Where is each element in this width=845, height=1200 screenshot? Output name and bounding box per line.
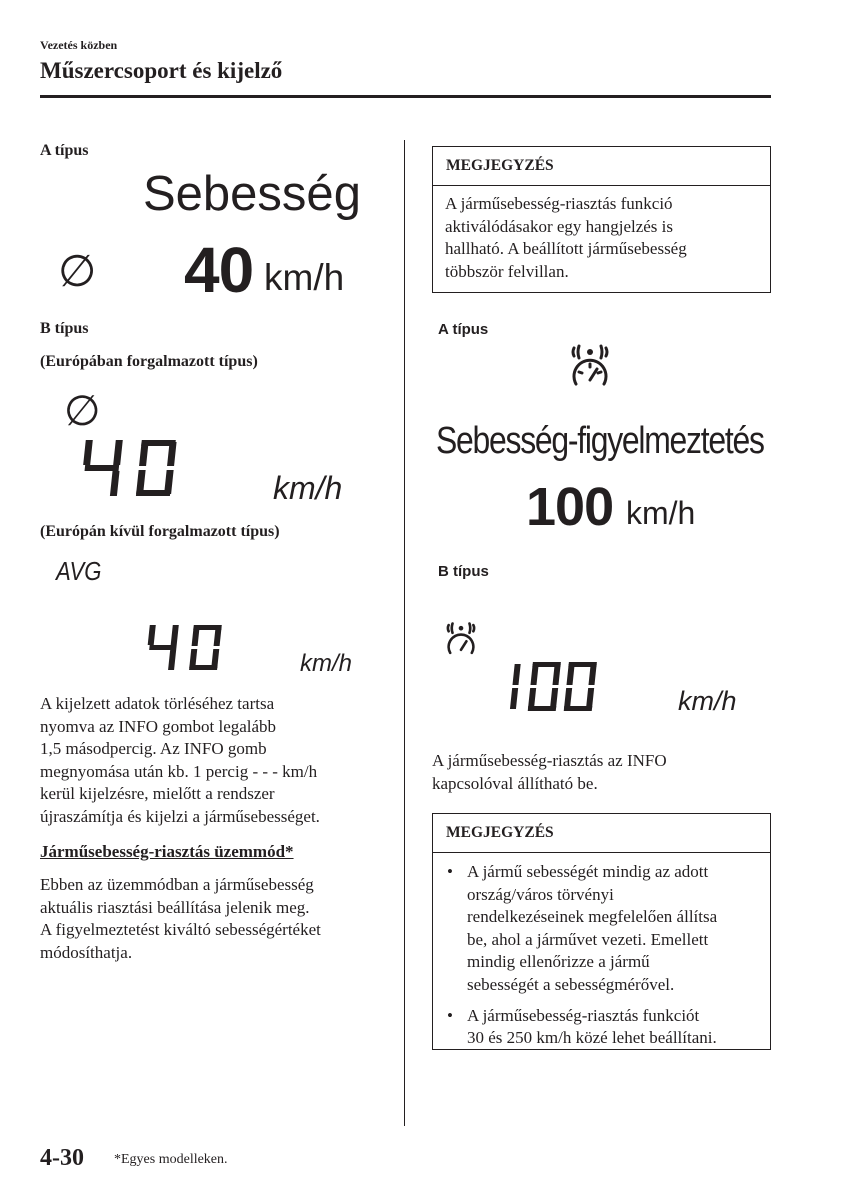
speed-alarm-mode-heading: Járműsebesség-riasztás üzemmód* — [40, 842, 294, 861]
non-europe-type-label: (Európán kívül forgalmazott típus) — [40, 523, 280, 540]
text-line: A kijelzett adatok törléséhez tartsa — [40, 694, 275, 713]
speed-alarm-mode-paragraph — [40, 874, 400, 964]
text-line: A járműsebesség-riasztás funkciót — [467, 1005, 700, 1025]
alarm-segment-speed-unit: km/h — [678, 686, 737, 716]
display-speed-unit: km/h — [264, 257, 345, 298]
segment — [148, 625, 156, 645]
segment — [110, 471, 120, 496]
segment-display-40 — [146, 623, 228, 671]
text-line: 1,5 másodpercig. Az INFO gomb — [40, 739, 267, 759]
display-sebesseg-word: Sebesség — [143, 167, 361, 221]
non-europe-speed-unit: km/h — [300, 650, 353, 677]
text-line: megnyomása után kb. 1 percig - - - km/h — [40, 761, 318, 781]
text-line: A járműsebesség-riasztás az INFO — [432, 751, 667, 770]
segment — [139, 442, 149, 466]
segment — [564, 706, 593, 711]
text-line: ország/város törvényi — [467, 884, 614, 904]
type-a-label: A típus — [40, 142, 89, 159]
note-bullet-list — [433, 853, 770, 1050]
footnote: *Egyes modelleken. — [114, 1152, 228, 1167]
text-line: A figyelmeztetést kiváltó sebességértéket — [40, 920, 321, 940]
segment-display-100 — [505, 661, 603, 713]
text-line: többször felvillan. — [445, 261, 569, 281]
speed-alarm-icon — [444, 620, 478, 658]
text-line: mindig ellenőrizze a jármű — [467, 952, 650, 972]
display-speed-warning-word: Sebesség-figyelmeztetés — [436, 420, 764, 462]
segment — [566, 664, 574, 685]
text-line: be, ahol a járművet vezeti. Emellett — [467, 929, 709, 949]
display-alarm-speed-value: 100 — [526, 477, 614, 537]
type-b-label: B típus — [40, 320, 89, 337]
avg-indicator: AVG — [56, 556, 102, 586]
section-label: Vezetés közben — [40, 38, 118, 52]
segment — [83, 440, 93, 465]
bullet: • — [447, 1005, 453, 1025]
column-divider — [404, 140, 405, 1126]
note-box — [432, 146, 771, 293]
europe-speed-unit: km/h — [273, 470, 343, 506]
type-b-label: B típus — [438, 563, 489, 580]
text-line: sebességét a sebességmérővel. — [467, 974, 675, 994]
list-item — [445, 1005, 758, 1050]
segment — [192, 627, 200, 646]
text-line: hallható. A beállított járműsebesség — [445, 239, 687, 259]
segment — [550, 688, 558, 709]
segment-display-40 — [82, 438, 186, 498]
speed-alarm-icon — [568, 342, 612, 390]
segment — [189, 665, 218, 670]
text-line: Ebben az üzemmódban a járműsebesség — [40, 875, 314, 894]
text-line: rendelkezéseinek megfelelően állítsa — [467, 907, 718, 927]
page-title: Műszercsoport és kijelző — [40, 58, 283, 83]
segment — [512, 664, 520, 685]
reset-instructions-paragraph — [40, 693, 400, 829]
segment — [171, 625, 179, 645]
text-line: kerül kijelzésre, mielőtt a rendszer — [40, 784, 275, 804]
bullet: • — [447, 862, 453, 881]
segment — [168, 650, 176, 670]
note-box — [432, 813, 771, 1050]
text-line: aktiválódásakor egy hangjelzés is — [445, 216, 674, 236]
page-number: 4-30 — [40, 1145, 84, 1171]
text-line: módosíthatja. — [40, 942, 133, 962]
average-symbol-icon: ∅ — [64, 386, 101, 435]
display-speed-value: 40 — [184, 234, 254, 306]
text-line: nyomva az INFO gombot legalább — [40, 716, 277, 736]
segment — [552, 664, 560, 685]
title-divider — [40, 95, 771, 98]
segment — [510, 688, 518, 709]
text-line: A járműsebesség-riasztás funkció — [445, 194, 673, 213]
segment — [528, 688, 536, 709]
segment — [528, 706, 557, 711]
text-line: újraszámítja és kijelzi a járműsebességet. — [40, 806, 320, 826]
note-text — [433, 186, 770, 283]
text-line: aktuális riasztási beállítása jelenik meg. — [40, 897, 310, 917]
europe-type-label: (Európában forgalmazott típus) — [40, 353, 258, 370]
segment — [588, 664, 596, 685]
note-heading: MEGJEGYZÉS — [433, 814, 770, 853]
display-alarm-speed-unit: km/h — [626, 495, 696, 531]
average-symbol-icon: ∅ — [58, 246, 97, 297]
text-line: 30 és 250 km/h közé lehet beállítani. — [467, 1028, 717, 1048]
segment — [149, 645, 177, 650]
text-line: kapcsolóval állítható be. — [432, 773, 598, 793]
info-switch-paragraph — [432, 750, 772, 795]
list-item — [445, 861, 758, 997]
segment — [586, 688, 594, 709]
segment — [85, 465, 120, 471]
text-line: A jármű sebességét mindig az adott — [467, 862, 709, 881]
segment — [530, 664, 538, 685]
segment — [136, 490, 171, 496]
note-heading: MEGJEGYZÉS — [433, 147, 770, 186]
segment — [113, 440, 123, 465]
type-a-label: A típus — [438, 321, 489, 338]
segment — [564, 688, 572, 709]
